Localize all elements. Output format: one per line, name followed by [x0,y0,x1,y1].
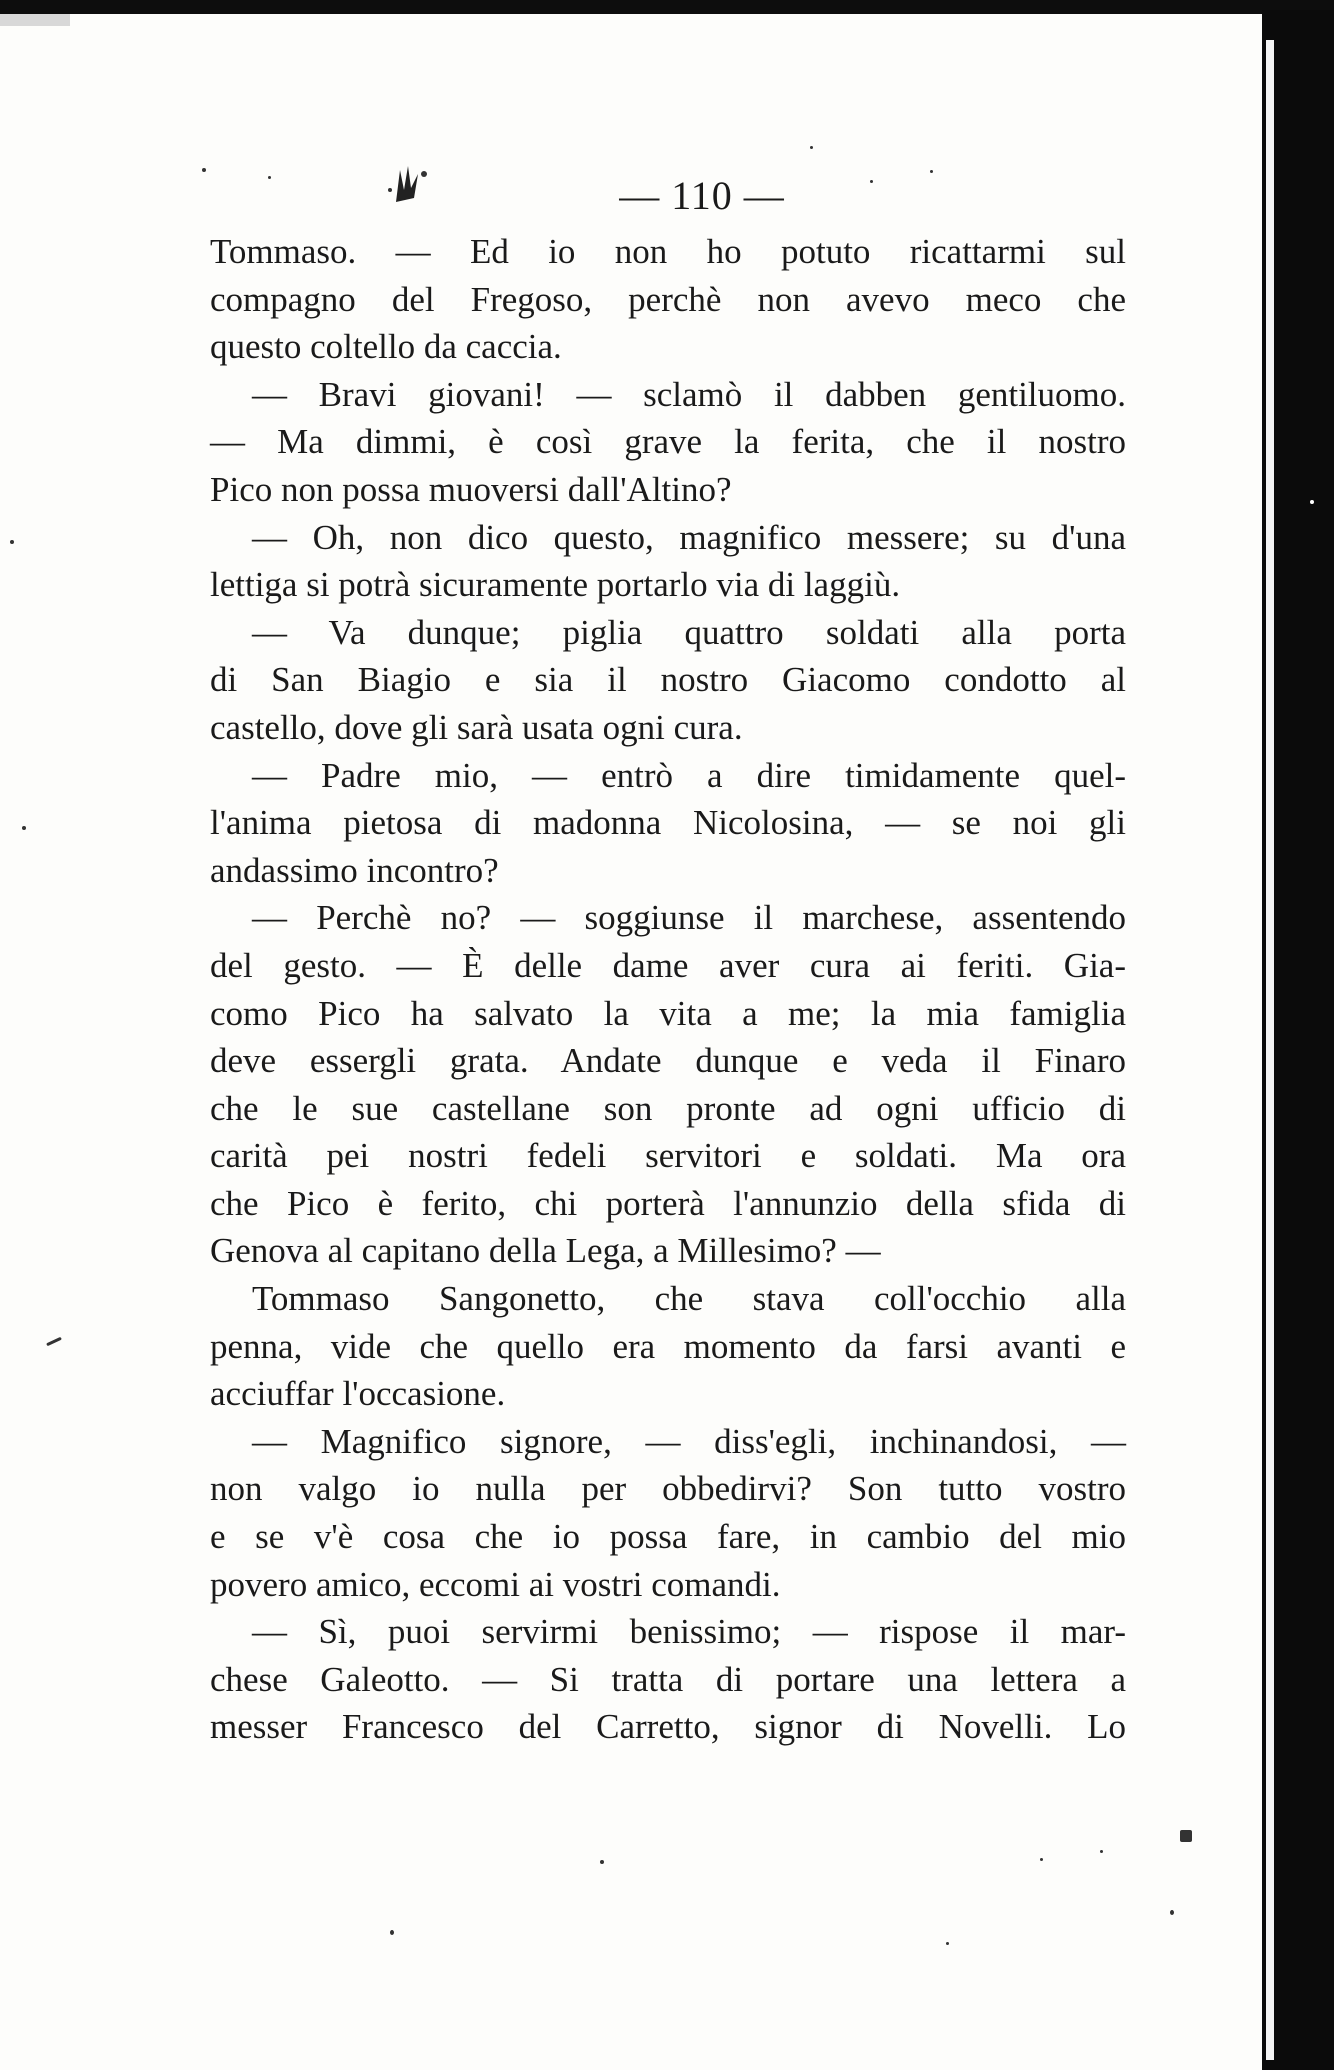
text-line: — Va dunque; piglia quattro soldati alla porta [252,612,1126,652]
text-line: questo coltello da caccia. [210,327,562,367]
text-line: — Padre mio, — entrò a dire timidamente quel- [252,755,1126,795]
scan-speck [268,176,271,179]
text-line: Tommaso Sangonetto, che stava coll'occhio alla [252,1279,1126,1319]
text-line: compagno del Fregoso, perchè non avevo meco che [210,279,1126,319]
text-line: povero amico, eccomi ai vostri comandi. [210,1564,781,1604]
scan-speck [810,146,813,149]
text-line: e se v'è cosa che io possa fare, in cambio del mio [210,1517,1126,1557]
text-line: como Pico ha salvato la vita a me; la mia famiglia [210,993,1126,1033]
text-line: che le sue castellane son pronte ad ogni ufficio di [210,1088,1126,1128]
scan-speck [390,1930,394,1935]
page-number-header [0,172,1334,219]
page-number: — 110 — [619,173,785,218]
scan-speck [1170,1910,1174,1915]
text-line: l'anima pietosa di madonna Nicolosina, — se noi gli [210,803,1126,843]
text-line: non valgo io nulla per obbedirvi? Son tutto vostro [210,1469,1126,1509]
scan-speck [1180,1830,1192,1842]
scan-right-border-edge [1266,40,1274,2060]
scan-speck [870,180,873,183]
text-line: chese Galeotto. — Si tratta di portare una lettera a [210,1659,1126,1699]
scan-speck [946,1942,949,1945]
text-line: messer Francesco del Carretto, signor di Novelli. Lo [210,1707,1126,1747]
scan-top-border [0,0,1334,14]
text-line: — Ma dimmi, è così grave la ferita, che il nostro [210,422,1126,462]
text-line: del gesto. — È delle dame aver cura ai feriti. Gia- [210,945,1126,985]
scan-speck [10,540,14,544]
text-line: deve essergli grata. Andate dunque e veda il Finaro [210,1041,1126,1081]
text-line: — Bravi giovani! — sclamò il dabben gentiluomo. [252,374,1126,414]
scan-speck [1100,1850,1103,1853]
text-line: Genova al capitano della Lega, a Millesimo? — [210,1231,881,1271]
scan-speck [600,1860,604,1864]
text-line: che Pico è ferito, chi porterà l'annunzio della sfida di [210,1183,1126,1223]
text-line: — Sì, puoi servirmi benissimo; — rispose il mar- [252,1612,1126,1652]
scan-speck [930,170,933,173]
scan-speck [46,1337,62,1346]
text-line: acciuffar l'occasione. [210,1374,506,1414]
text-line: — Oh, non dico questo, magnifico messere; su d'una [252,517,1126,557]
scan-speck [22,826,26,830]
text-line: lettiga si potrà sicuramente portarlo via di laggiù. [210,565,901,605]
scan-speck [202,168,206,172]
text-line: penna, vide che quello era momento da farsi avanti e [210,1326,1126,1366]
text-line: — Magnifico signore, — diss'egli, inchinandosi, — [252,1421,1126,1461]
scan-speck [1310,500,1314,504]
text-line: carità pei nostri fedeli servitori e soldati. Ma ora [210,1136,1126,1176]
text-line: andassimo incontro? [210,850,499,890]
text-line: castello, dove gli sarà usata ogni cura. [210,707,743,747]
text-line: Tommaso. — Ed io non ho potuto ricattarmi sul [210,232,1126,271]
text-line: di San Biagio e sia il nostro Giacomo condotto al [210,660,1126,700]
text-line: Pico non possa muoversi dall'Altino? [210,469,732,509]
scan-top-border-edge [0,14,70,26]
scan-speck [1040,1858,1043,1861]
body-text [210,228,1126,1751]
text-line: — Perchè no? — soggiunse il marchese, assentendo [252,898,1126,938]
